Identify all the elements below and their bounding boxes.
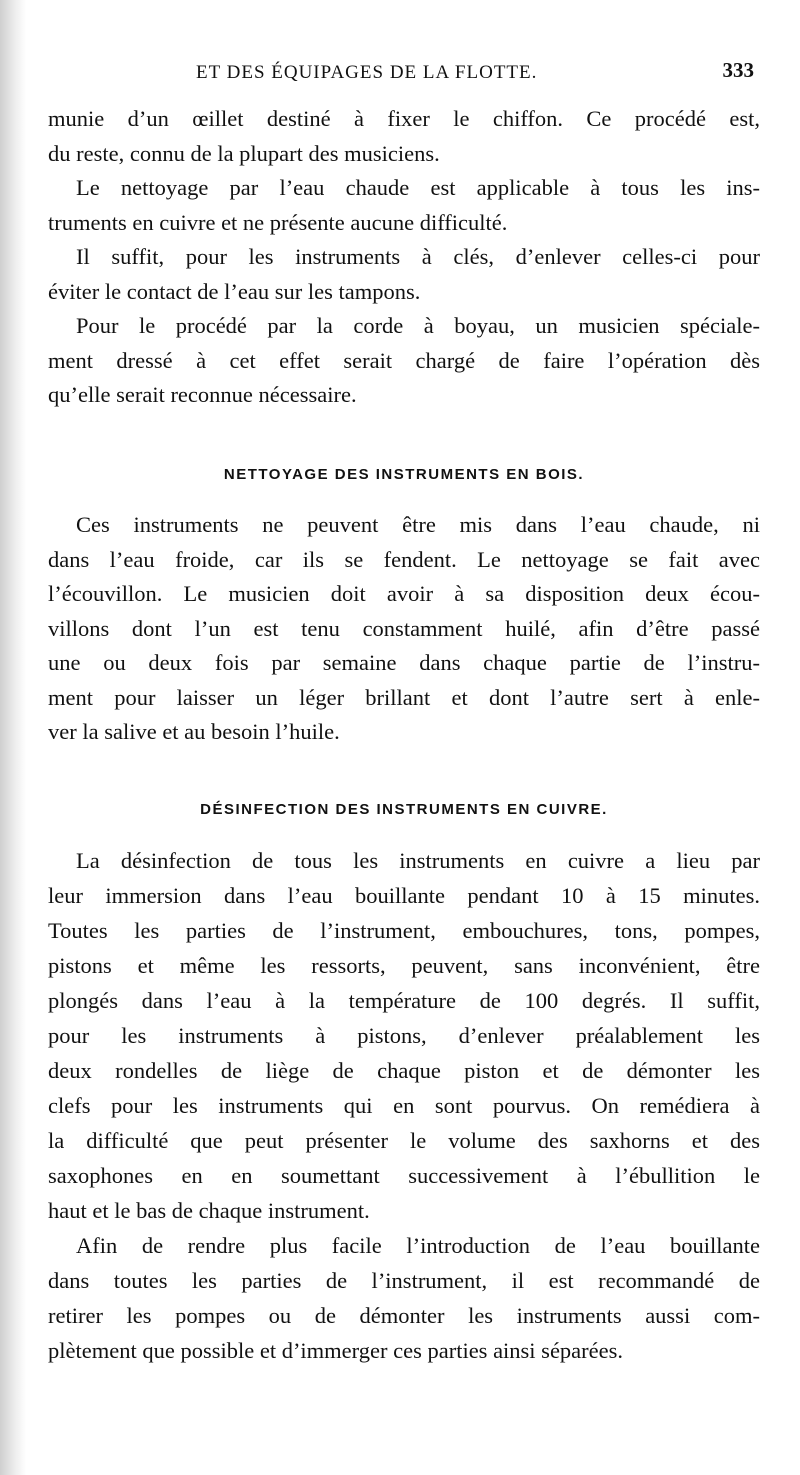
paragraphs-cleaning <box>48 102 760 413</box>
text-line: Le nettoyage par l’eau chaude est applicable à tous les ins- <box>76 175 760 200</box>
text-line: Ces instruments ne peuvent être mis dans l’eau chaude, ni <box>76 512 760 537</box>
text-line: pistons et même les ressorts, peuvent, sans inconvénient, être <box>48 953 760 978</box>
running-title: ET DES ÉQUIPAGES DE LA FLOTTE. <box>196 62 538 83</box>
text-line: munie d’un œillet destiné à fixer le chiffon. Ce procédé est, <box>48 106 760 131</box>
text-line: Toutes les parties de l’instrument, embouchures, tons, pompes, <box>48 918 760 943</box>
section-heading-brass: DÉSINFECTION DES INSTRUMENTS EN CUIVRE. <box>200 801 608 818</box>
text-line: du reste, connu de la plupart des musiciens. <box>48 140 440 166</box>
text-line: dans l’eau froide, car ils se fendent. Le nettoyage se fait avec <box>48 546 760 572</box>
text-line: deux rondelles de liège de chaque piston et de démonter les <box>48 1058 760 1083</box>
text-line: Afin de rendre plus facile l’introduction de l’eau bouillante <box>76 1233 760 1258</box>
text-line: plongés dans l’eau à la température de 100 degrés. Il suffit, <box>48 988 760 1013</box>
text-line: haut et le bas de chaque instrument. <box>48 1198 370 1223</box>
text-line: ment dressé à cet effet serait chargé de faire l’opération dès <box>48 347 760 373</box>
text-line: la difficulté que peut présenter le volume des saxhorns et des <box>48 1128 760 1153</box>
text-line: clefs pour les instruments qui en sont pourvus. On remédiera à <box>48 1093 760 1118</box>
text-line: une ou deux fois par semaine dans chaque partie de l’instru- <box>48 650 760 675</box>
paragraphs-brass-disinfection <box>48 843 760 1368</box>
text-line: plètement que possible et d’immerger ces parties ainsi séparées. <box>48 1338 624 1363</box>
text-line: La désinfection de tous les instruments en cuivre a lieu par <box>76 848 760 873</box>
text-line: pour les instruments à pistons, d’enlever préalablement les <box>48 1023 760 1048</box>
text-line: Il suffit, pour les instruments à clés, d’enlever celles-ci pour <box>76 244 760 269</box>
text-line: éviter le contact de l’eau sur les tampons. <box>48 278 421 304</box>
text-line: truments en cuivre et ne présente aucune difficulté. <box>48 209 508 235</box>
text-line: villons dont l’un est tenu constamment huilé, afin d’être passé <box>48 615 760 641</box>
text-line: retirer les pompes ou de démonter les instruments aussi com- <box>48 1303 760 1328</box>
running-head <box>48 58 760 92</box>
text-line: qu’elle serait reconnue nécessaire. <box>48 382 357 407</box>
page-number: 333 <box>722 58 754 82</box>
text-line: ment pour laisser un léger brillant et dont l’autre sert à enle- <box>48 684 760 710</box>
section-heading-wood: NETTOYAGE DES INSTRUMENTS EN BOIS. <box>223 466 585 483</box>
text-line: Pour le procédé par la corde à boyau, un musicien spéciale- <box>76 313 760 338</box>
text-line: dans toutes les parties de l’instrument, il est recommandé de <box>48 1268 760 1293</box>
text-line: leur immersion dans l’eau bouillante pendant 10 à 15 minutes. <box>48 883 760 908</box>
book-page <box>48 0 760 1475</box>
text-line: l’écouvillon. Le musicien doit avoir à sa disposition deux écou- <box>48 581 760 606</box>
text-line: saxophones en en soumettant successivement à l’ébullition le <box>48 1163 760 1188</box>
scan-edge <box>0 0 26 1475</box>
text-line: ver la salive et au besoin l’huile. <box>48 719 340 744</box>
paragraph-wood-instruments <box>48 508 760 750</box>
